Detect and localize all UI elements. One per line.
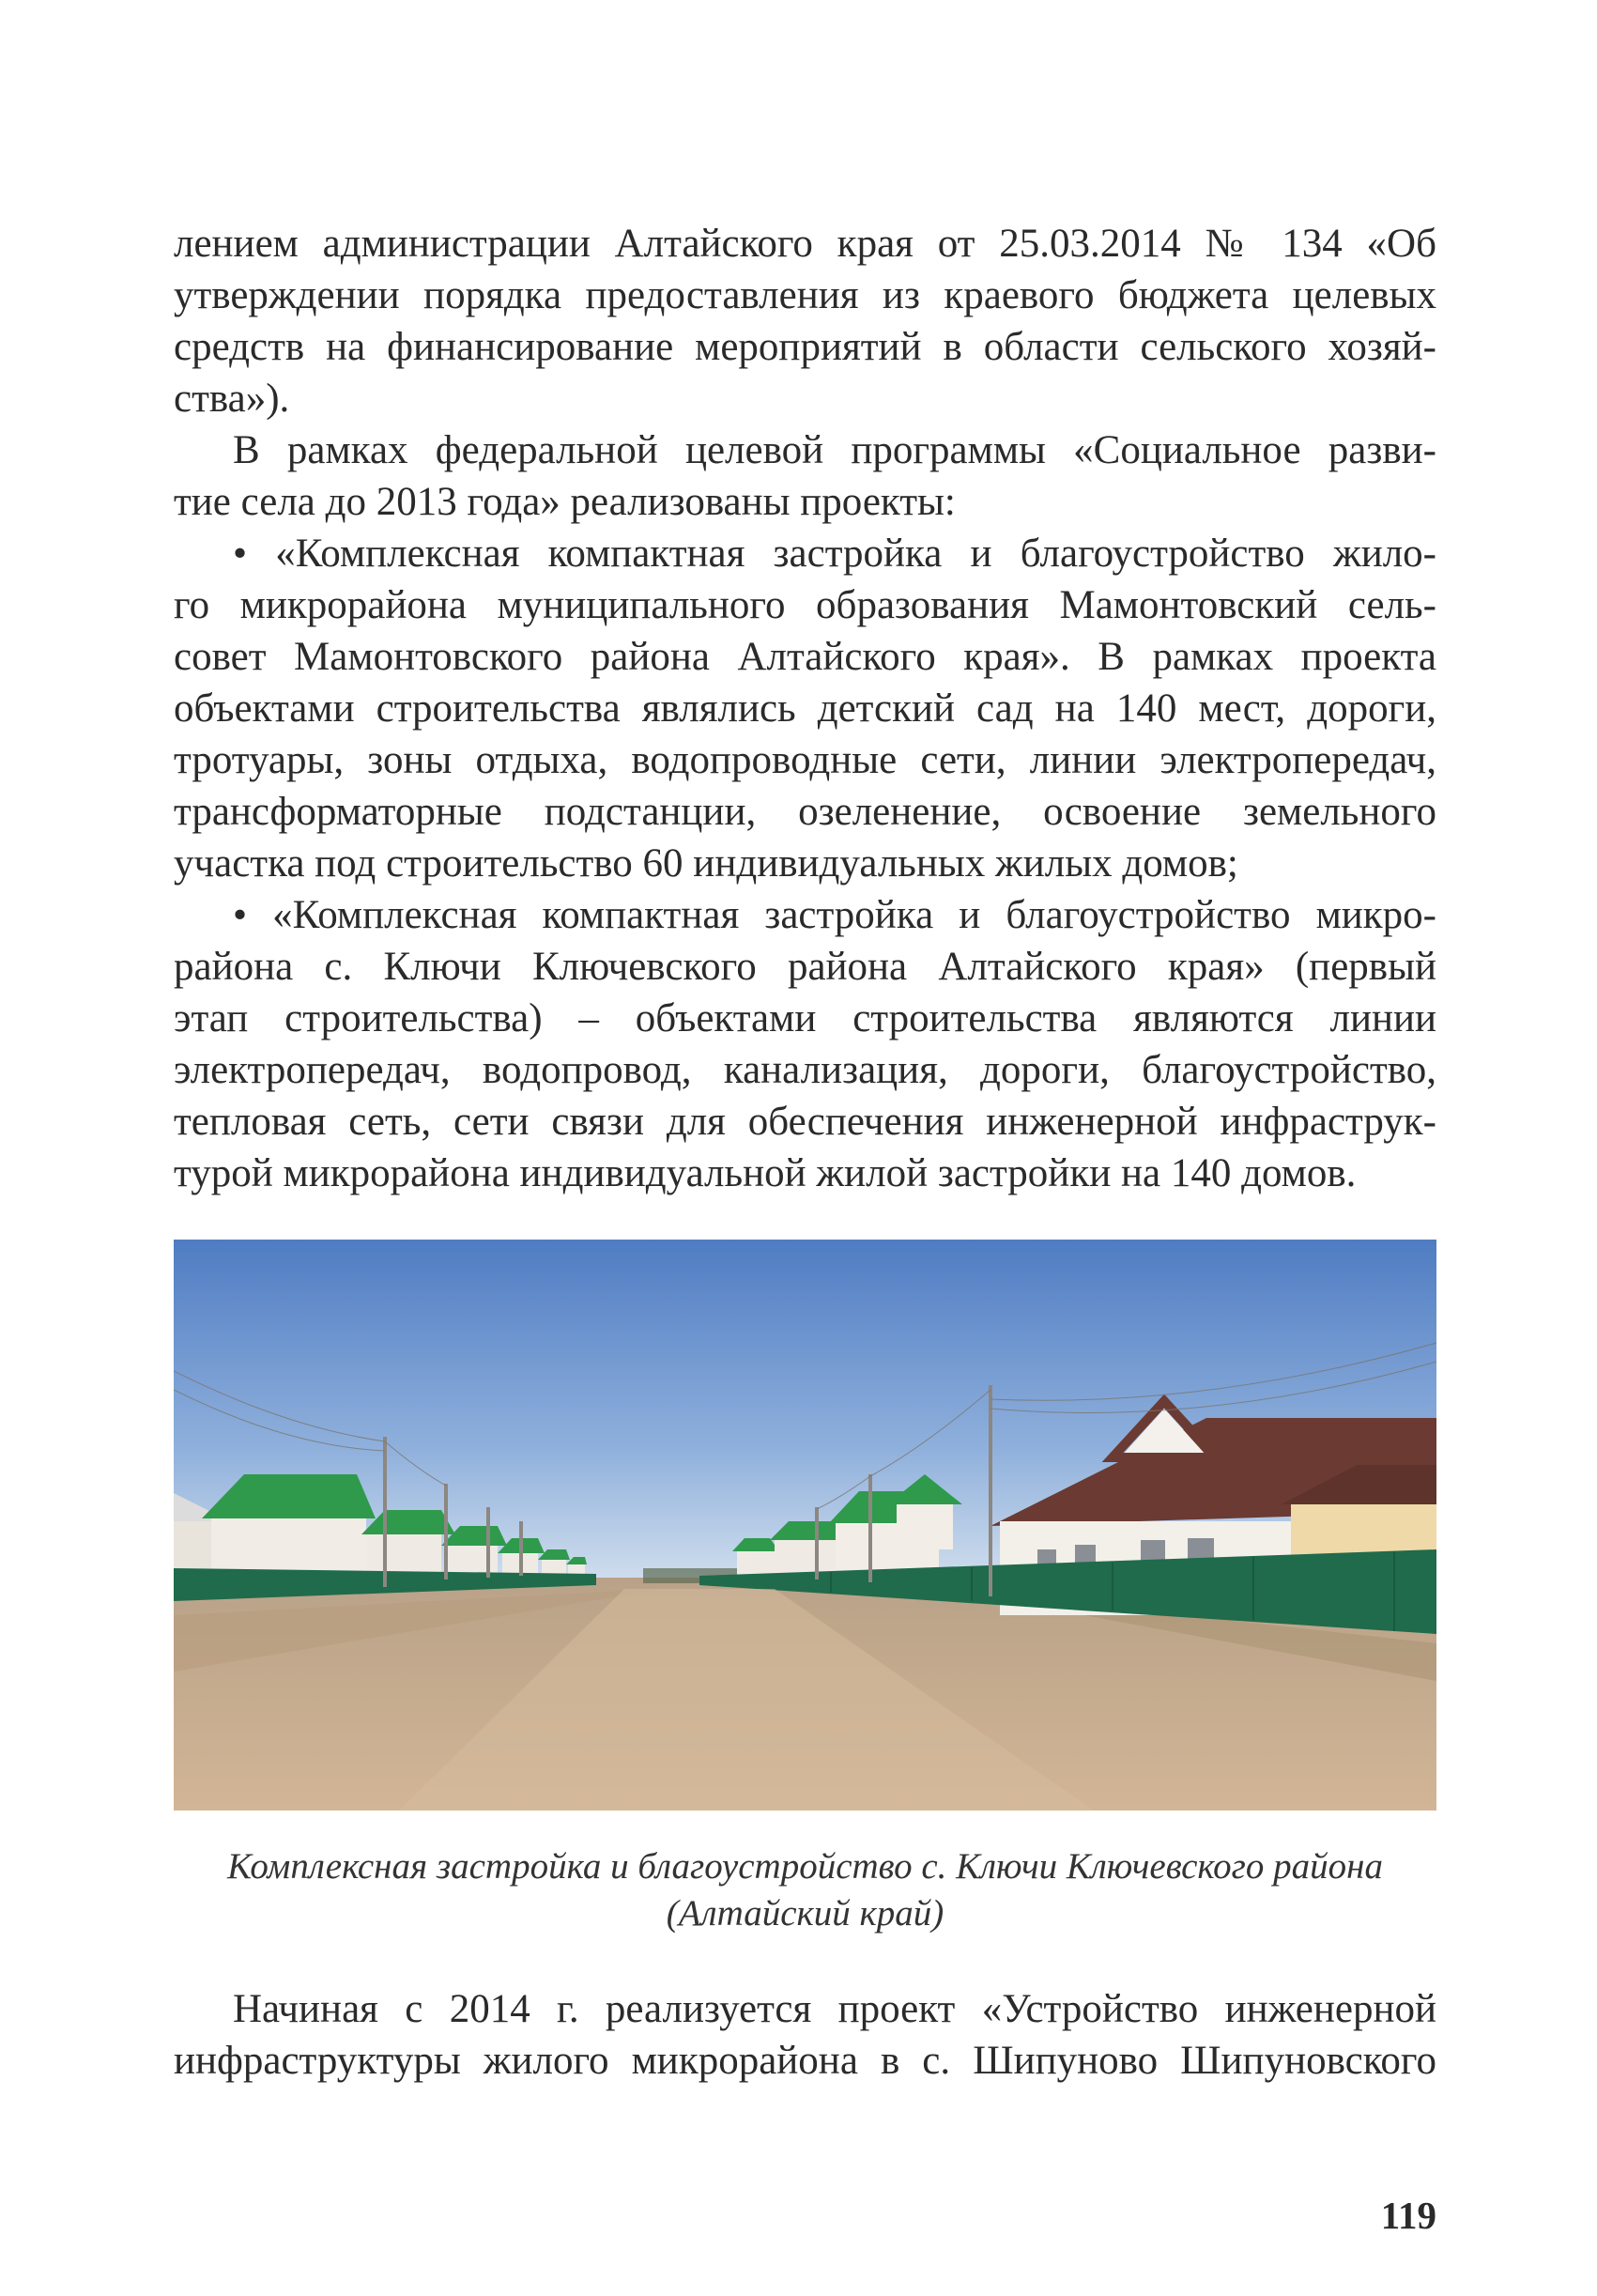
text-line: утверждении порядка предоставления из краевого бюджета целевых	[174, 273, 1436, 317]
paragraph-1	[174, 218, 1436, 424]
village-street-photo	[174, 1240, 1436, 1811]
body-text-top	[174, 218, 1436, 1199]
text-line: инфраструктуры жилого микрорайона в с. Шипуново Шипуновского	[174, 2039, 1436, 2083]
text-line: средств на финансирование мероприятий в области сельского хозяй-	[174, 325, 1436, 369]
paragraph-3	[174, 1983, 1436, 2087]
text-line: объектами строительства являлись детский сад на 140 мест, дороги,	[174, 686, 1436, 731]
caption-line: Комплексная застройка и благоустройство с. Ключи Ключевского района	[227, 1846, 1383, 1887]
paragraph-2	[174, 424, 1436, 528]
bullet-item-2	[174, 889, 1436, 1199]
text-line: трансформаторные подстанции, озеленение, освоение земельного	[174, 790, 1436, 834]
text-line: • «Комплексная компактная застройка и благоустройство микро-	[233, 893, 1436, 937]
text-line: турой микрорайона индивидуальной жилой застройки на 140 домов.	[174, 1151, 1357, 1195]
text-line: лением администрации Алтайского края от 25.03.2014 № 134 «Об	[174, 222, 1436, 266]
photo-caption	[174, 1843, 1436, 1937]
text-line: района с. Ключи Ключевского района Алтайского края» (первый	[174, 945, 1436, 989]
text-line: этап строительства) – объектами строительства являются линии	[174, 996, 1436, 1040]
text-line: тепловая сеть, сети связи для обеспечения инженерной инфраструк-	[174, 1100, 1436, 1144]
text-line: тротуары, зоны отдыха, водопроводные сети, линии электропередач,	[174, 738, 1436, 782]
text-line: • «Комплексная компактная застройка и благоустройство жило-	[233, 532, 1436, 576]
photo-illustration	[174, 1240, 1436, 1811]
body-text-bottom	[174, 1983, 1436, 2087]
text-line: В рамках федеральной целевой программы «Социальное разви-	[233, 428, 1436, 472]
page-number: 119	[1380, 2194, 1436, 2237]
text-line: Начиная с 2014 г. реализуется проект «Устройство инженерной	[233, 1987, 1436, 2031]
text-line: совет Мамонтовского района Алтайского края». В рамках проекта	[174, 635, 1436, 679]
bullet-item-1	[174, 528, 1436, 889]
text-line: электропередач, водопровод, канализация, дороги, благоустройство,	[174, 1048, 1436, 1092]
text-line: го микрорайона муниципального образования Мамонтовский сель-	[174, 583, 1436, 627]
text-line: тие села до 2013 года» реализованы проекты:	[174, 480, 956, 524]
caption-line: (Алтайский край)	[666, 1893, 944, 1934]
text-line: участка под строительство 60 индивидуальных жилых домов;	[174, 841, 1238, 886]
text-line: ства»).	[174, 377, 290, 421]
